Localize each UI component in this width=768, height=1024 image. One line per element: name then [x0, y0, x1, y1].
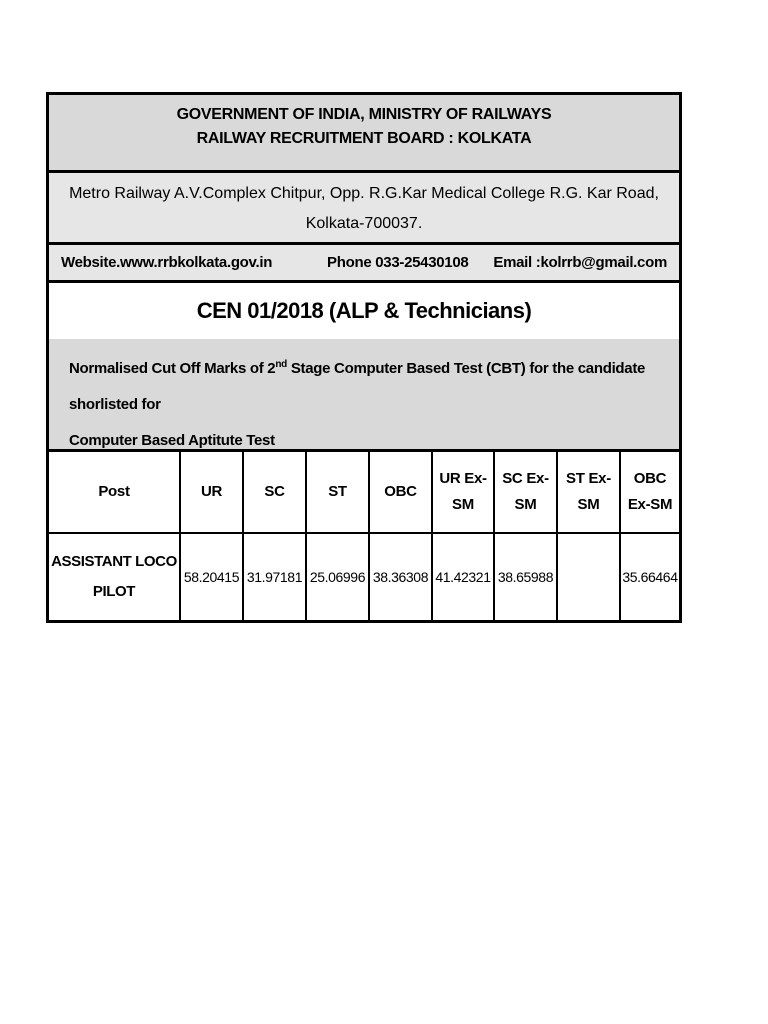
table-header-row — [49, 452, 679, 533]
contact-block — [49, 245, 679, 283]
cell-post: ASSISTANT LOCO PILOT — [49, 533, 180, 620]
col-header-st: ST — [306, 452, 369, 533]
board-heading: RAILWAY RECRUITMENT BOARD : KOLKATA — [196, 130, 532, 147]
header-block — [49, 95, 679, 173]
cell-sc: 31.97181 — [243, 533, 306, 620]
col-header-sc: SC — [243, 452, 306, 533]
cell-obc-exsm: 35.66464 — [620, 533, 679, 620]
description-line-2: Computer Based Aptitute Test — [69, 432, 275, 449]
notice-title-block — [49, 283, 679, 339]
description-pre: Normalised Cut Off Marks of 2 — [69, 360, 276, 377]
col-header-st-exsm: ST Ex-SM — [557, 452, 620, 533]
table-row — [49, 533, 679, 620]
address-block — [49, 173, 679, 245]
col-header-sc-exsm: SC Ex-SM — [494, 452, 557, 533]
description-post: Stage Computer Based Test (CBT) for the candidate shorlisted for — [69, 360, 646, 413]
col-header-obc-exsm: OBC Ex-SM — [620, 452, 679, 533]
col-header-ur: UR — [180, 452, 243, 533]
col-header-obc: OBC — [369, 452, 432, 533]
description-line-1 — [69, 351, 659, 423]
cutoff-notice-sheet — [46, 92, 682, 623]
notice-description — [49, 339, 679, 452]
col-header-post: Post — [49, 452, 180, 533]
cell-ur-exsm: 41.42321 — [432, 533, 494, 620]
cell-st-exsm — [557, 533, 620, 620]
cell-sc-exsm: 38.65988 — [494, 533, 557, 620]
description-superscript: nd — [275, 359, 287, 370]
ministry-heading: GOVERNMENT OF INDIA, MINISTRY OF RAILWAYS — [176, 106, 552, 123]
address-line-2: Kolkata-700037. — [305, 215, 423, 232]
notice-title: CEN 01/2018 (ALP & Technicians) — [196, 298, 532, 323]
col-header-ur-exsm: UR Ex-SM — [432, 452, 494, 533]
cutoff-table — [49, 452, 679, 620]
address-line-1: Metro Railway A.V.Complex Chitpur, Opp. R.G.Kar Medical College R.G. Kar Road, — [69, 185, 659, 202]
cell-ur: 58.20415 — [180, 533, 243, 620]
cell-st: 25.06996 — [306, 533, 369, 620]
website-text: Website.www.rrbkolkata.gov.in — [61, 254, 273, 271]
email-text: Email :kolrrb@gmail.com — [493, 254, 667, 271]
phone-text: Phone 033-25430108 — [327, 254, 469, 271]
cell-obc: 38.36308 — [369, 533, 432, 620]
